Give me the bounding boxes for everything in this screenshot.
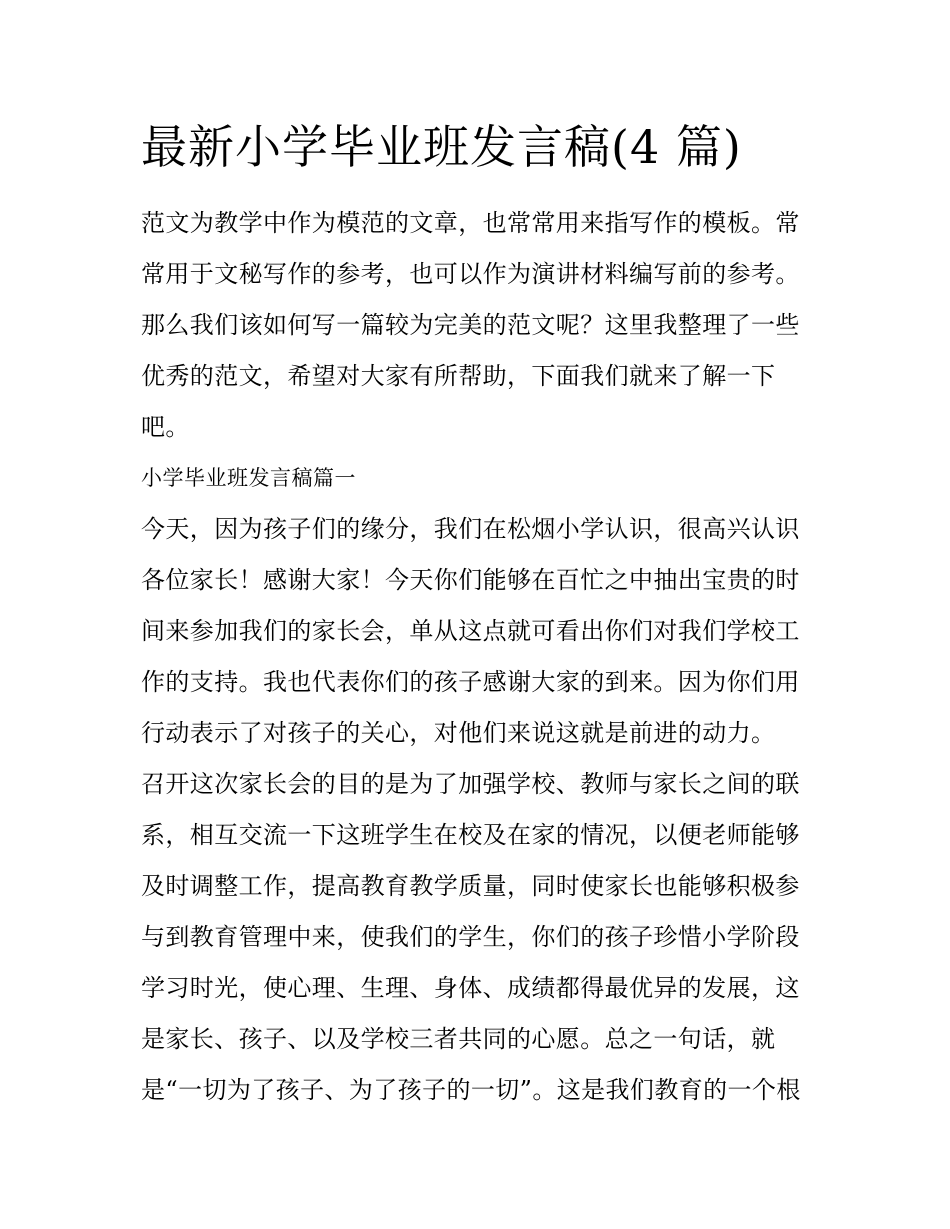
intro-line-4: 优秀的范文，希望对大家有所帮助，下面我们就来了解一下 bbox=[141, 362, 776, 390]
body-line: 行动表示了对孩子的关心，对他们来说这就是前进的动力。 bbox=[141, 719, 776, 747]
document-title: 最新小学毕业班发言稿(4 篇) bbox=[141, 120, 742, 174]
body-line: 作的支持。我也代表你们的孩子感谢大家的到来。因为你们用 bbox=[141, 668, 800, 696]
body-line: 是“一切为了孩子、为了孩子的一切”。这是我们教育的一个根 bbox=[141, 1076, 801, 1104]
intro-line-3: 那么我们该如何写一篇较为完美的范文呢？这里我整理了一些 bbox=[141, 311, 800, 339]
body-line: 各位家长！感谢大家！今天你们能够在百忙之中抽出宝贵的时 bbox=[141, 566, 800, 594]
intro-line-1: 范文为教学中作为模范的文章，也常常用来指写作的模板。常 bbox=[141, 209, 800, 237]
body-line: 召开这次家长会的目的是为了加强学校、教师与家长之间的联 bbox=[141, 770, 800, 798]
body-line: 系，相互交流一下这班学生在校及在家的情况，以便老师能够 bbox=[141, 821, 800, 849]
body-line: 及时调整工作，提高教育教学质量，同时使家长也能够积极参 bbox=[141, 872, 800, 900]
body-line: 间来参加我们的家长会，单从这点就可看出你们对我们学校工 bbox=[141, 617, 800, 645]
body-line: 与到教育管理中来，使我们的学生，你们的孩子珍惜小学阶段 bbox=[141, 923, 800, 951]
intro-line-2: 常用于文秘写作的参考，也可以作为演讲材料编写前的参考。 bbox=[141, 260, 800, 288]
body-line: 是家长、孩子、以及学校三者共同的心愿。总之一句话，就 bbox=[141, 1025, 776, 1053]
intro-line-5: 吧。 bbox=[141, 413, 190, 441]
body-line: 学习时光，使心理、生理、身体、成绩都得最优异的发展，这 bbox=[141, 974, 800, 1002]
document-body bbox=[141, 198, 821, 1116]
body-line: 今天，因为孩子们的缘分，我们在松烟小学认识，很高兴认识 bbox=[141, 515, 800, 543]
section-heading: 小学毕业班发言稿篇一 bbox=[141, 466, 356, 490]
